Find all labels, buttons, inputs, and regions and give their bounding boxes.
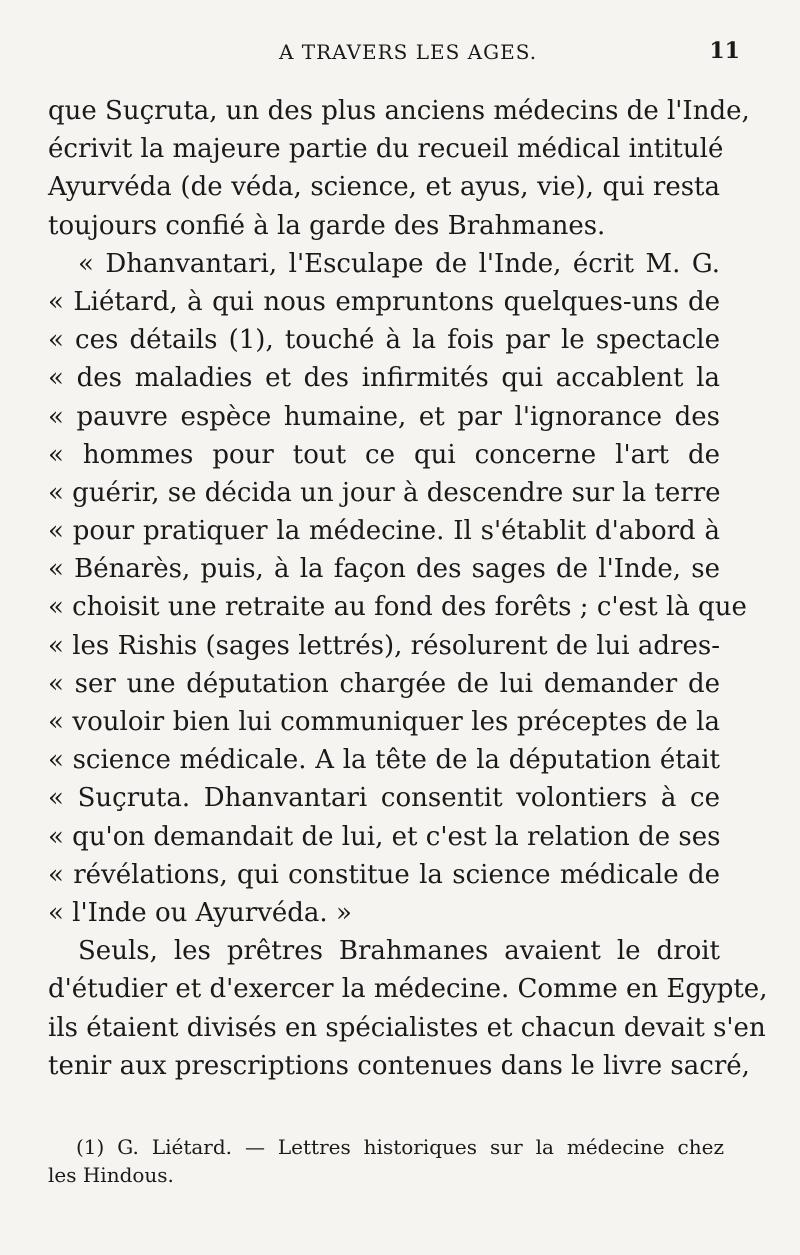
running-head bbox=[48, 38, 768, 68]
text-line: « hommes pour tout ce qui concerne l'art de bbox=[48, 439, 720, 470]
text-line: « ces détails (1), touché à la fois par le spectacle bbox=[48, 325, 720, 356]
footnote bbox=[48, 1133, 724, 1189]
text-line: « révélations, qui constitue la science médicale de bbox=[48, 859, 720, 890]
text-line: tenir aux prescriptions contenues dans le livre sacré, bbox=[48, 1050, 750, 1081]
text-line: Ayurvéda (de véda, science, et ayus, vie), qui resta bbox=[48, 172, 720, 203]
text-line: ils étaient divisés en spécialistes et chacun devait s'en bbox=[48, 1012, 766, 1043]
text-line: « Dhanvantari, l'Esculape de l'Inde, écrit M. G. bbox=[78, 248, 720, 279]
text-line: « l'Inde ou Ayurvéda. » bbox=[48, 897, 352, 928]
text-line: « Bénarès, puis, à la façon des sages de l'Inde, se bbox=[48, 554, 720, 585]
footnote-line: les Hindous. bbox=[48, 1163, 174, 1187]
text-line: d'étudier et d'exercer la médecine. Comme en Egypte, bbox=[48, 974, 768, 1005]
text-line: « pauvre espèce humaine, et par l'ignorance des bbox=[48, 401, 720, 432]
running-title: A TRAVERS LES AGES. bbox=[278, 40, 538, 64]
text-line: « les Rishis (sages lettrés), résolurent de lui adres- bbox=[48, 630, 720, 661]
text-line: « choisit une retraite au fond des forêts ; c'est là que bbox=[48, 592, 747, 623]
text-line: Seuls, les prêtres Brahmanes avaient le droit bbox=[78, 936, 720, 967]
page-number: 11 bbox=[709, 38, 740, 64]
footnote-line: (1) G. Liétard. — Lettres historiques sur la médecine chez bbox=[76, 1135, 724, 1159]
text-line: « ser une députation chargée de lui demander de bbox=[48, 668, 720, 699]
text-line: écrivit la majeure partie du recueil médical intitulé bbox=[48, 134, 724, 165]
text-line: « Suçruta. Dhanvantari consentit volontiers à ce bbox=[48, 783, 720, 814]
text-line: « des maladies et des infirmités qui accablent la bbox=[48, 363, 720, 394]
text-line: que Suçruta, un des plus anciens médecins de l'Inde, bbox=[48, 96, 750, 126]
text-line: « Liétard, à qui nous empruntons quelques-uns de bbox=[48, 286, 720, 317]
text-line: « qu'on demandait de lui, et c'est la relation de ses bbox=[48, 821, 721, 852]
text-line: « science médicale. A la tête de la députation était bbox=[48, 745, 720, 776]
text-line: « guérir, se décida un jour à descendre sur la terre bbox=[48, 477, 721, 508]
text-line: « pour pratiquer la médecine. Il s'établit d'abord à bbox=[48, 516, 720, 547]
text-line: toujours confié à la garde des Brahmanes. bbox=[48, 210, 606, 241]
text-line: « vouloir bien lui communiquer les préceptes de la bbox=[48, 707, 720, 737]
body-text bbox=[48, 92, 768, 1085]
